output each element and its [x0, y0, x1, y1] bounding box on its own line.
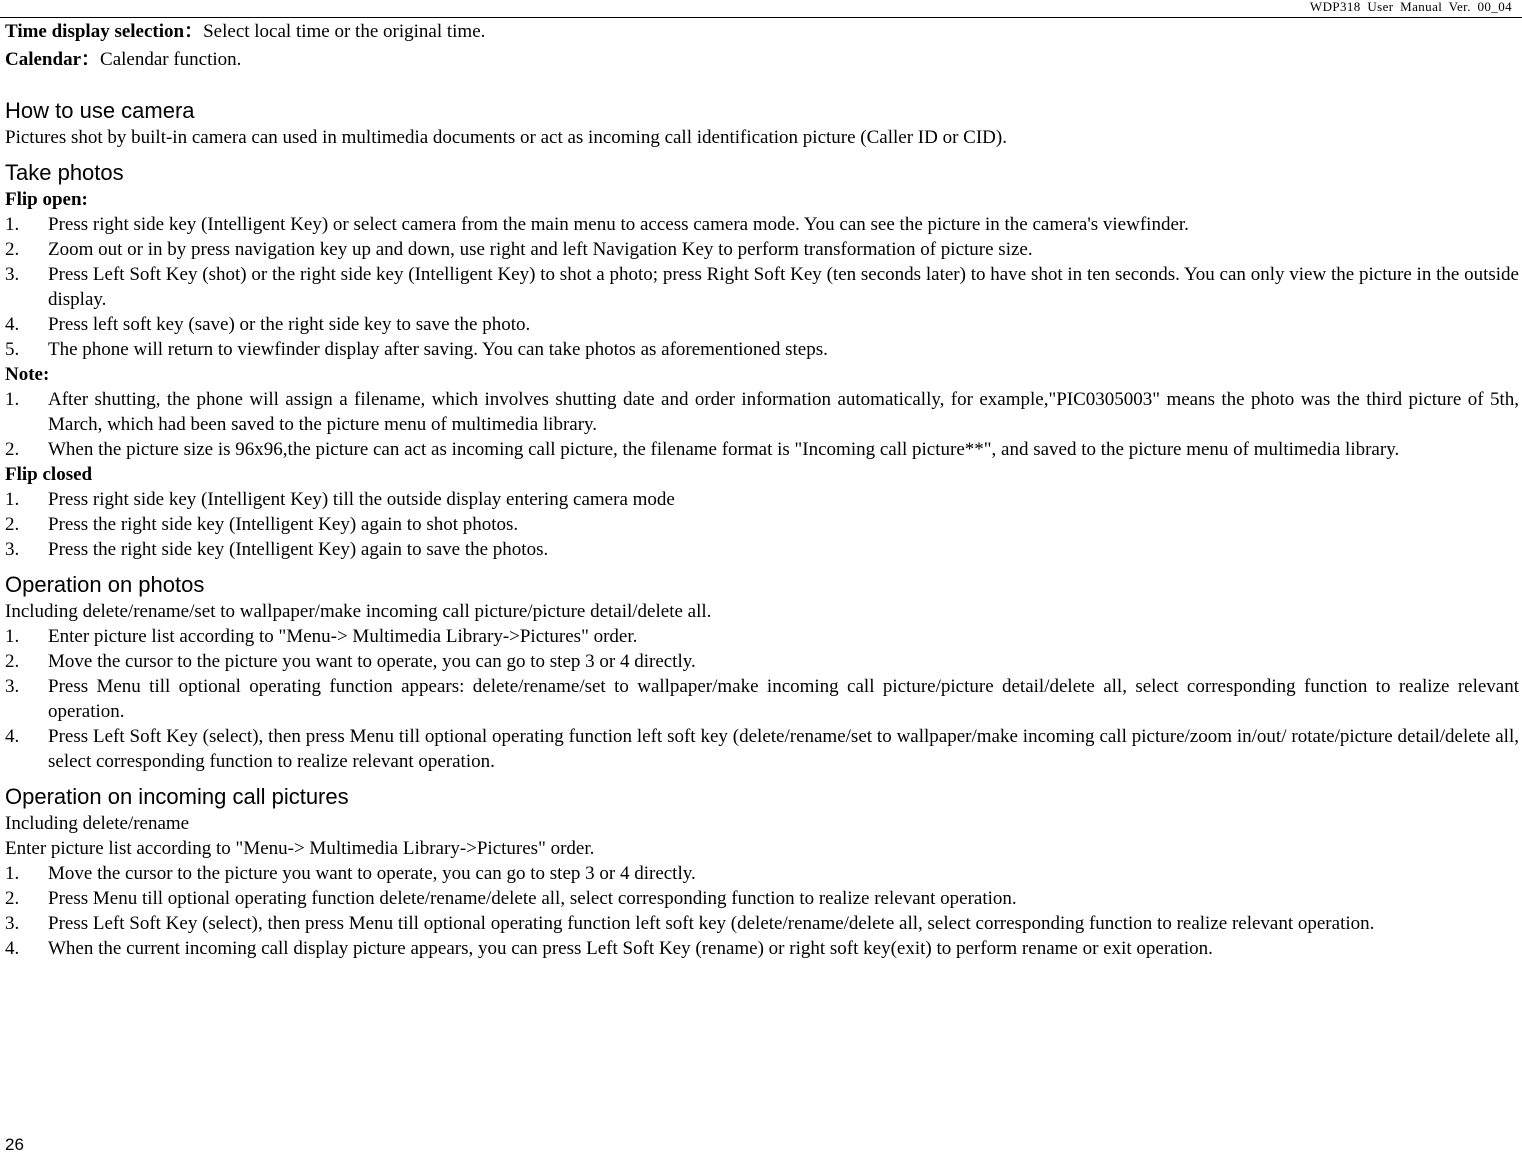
list-item: 2. Press the right side key (Intelligent Key) again to shot photos.	[5, 514, 519, 535]
header-title: WDP318 User Manual Ver. 00_04	[1309, 0, 1512, 14]
operation-incoming-text2: Enter picture list according to "Menu-> Multimedia Library->Pictures" order.	[5, 838, 595, 859]
calendar-paragraph	[5, 47, 1519, 72]
list-item: 5. The phone will return to viewfinder display after saving. You can take photos as aforementioned steps.	[5, 339, 828, 360]
list-item: 1. Enter picture list according to "Menu-> Multimedia Library->Pictures" order.	[5, 626, 638, 647]
camera-heading: How to use camera	[5, 98, 195, 123]
list-item: 2. Zoom out or in by press navigation key up and down, use right and left Navigation Key to perform transformation of picture size.	[5, 239, 1033, 260]
list-item: 3. Press Left Soft Key (shot) or the right side key (Intelligent Key) to shot a photo; press Right Soft Key (ten seconds later) to have shot in ten seconds. You can only view the picture in the outside display.	[5, 264, 1519, 310]
flip-closed-label: Flip closed	[5, 464, 93, 485]
list-item: 4. When the current incoming call display picture appears, you can press Left Soft Key (rename) or right soft key(exit) to perform rename or exit operation.	[5, 938, 1213, 959]
document-body	[5, 19, 1519, 961]
list-item: 1. Press right side key (Intelligent Key) or select camera from the main menu to access camera mode. You can see the picture in the camera's viewfinder.	[5, 214, 1189, 235]
note-label: Note:	[5, 364, 50, 385]
flip-open-label: Flip open:	[5, 189, 88, 210]
page-header	[0, 0, 1522, 18]
list-item: 3. Press Menu till optional operating function appears: delete/rename/set to wallpaper/make incoming call picture/picture detail/delete all, select corresponding function to realize relevant operation.	[5, 676, 1519, 722]
list-item: 2. Press Menu till optional operating function delete/rename/delete all, select corresponding function to realize relevant operation.	[5, 888, 1017, 909]
list-item: 3. Press Left Soft Key (select), then press Menu till optional operating function left soft key (delete/rename/delete all, select corresponding function to realize relevant operation.	[5, 913, 1375, 934]
operation-incoming-heading: Operation on incoming call pictures	[5, 784, 349, 809]
operation-photos-text: Including delete/rename/set to wallpaper/make incoming call picture/picture detail/delete all.	[5, 601, 712, 622]
list-item: 3. Press the right side key (Intelligent Key) again to save the photos.	[5, 539, 549, 560]
page-number: 26	[5, 1135, 24, 1154]
list-item: 2. Move the cursor to the picture you want to operate, you can go to step 3 or 4 directly.	[5, 651, 696, 672]
time-display-paragraph	[5, 19, 1519, 44]
camera-text: Pictures shot by built-in camera can used in multimedia documents or act as incoming call identification picture (Caller ID or CID).	[5, 127, 1007, 148]
list-item: 4. Press left soft key (save) or the right side key to save the photo.	[5, 314, 531, 335]
list-item: 1. Move the cursor to the picture you want to operate, you can go to step 3 or 4 directly.	[5, 863, 696, 884]
operation-incoming-text1: Including delete/rename	[5, 813, 190, 834]
time-display-text: Select local time or the original time.	[203, 21, 486, 42]
list-item: 4. Press Left Soft Key (select), then press Menu till optional operating function left soft key (delete/rename/set to wallpaper/make incoming call picture/zoom in/out/ rotate/picture detail/delete all, select corresponding function to realize relevant operation.	[5, 726, 1519, 772]
calendar-term: Calendar：	[5, 49, 101, 70]
list-item: 1. Press right side key (Intelligent Key) till the outside display entering camera mode	[5, 489, 675, 510]
list-item: 1. After shutting, the phone will assign a filename, which involves shutting date and order information automatically, for example,"PIC0305003" means the photo was the third picture of 5th, March, which had been saved to the picture menu of multimedia library.	[5, 389, 1519, 435]
operation-photos-heading: Operation on photos	[5, 572, 205, 597]
calendar-text: Calendar function.	[100, 49, 242, 70]
list-item: 2. When the picture size is 96x96,the picture can act as incoming call picture, the filename format is "Incoming call picture**", and saved to the picture menu of multimedia library.	[5, 439, 1400, 460]
spacer	[5, 72, 1519, 98]
take-photos-heading: Take photos	[5, 160, 124, 185]
time-display-term: Time display selection：	[5, 21, 204, 42]
